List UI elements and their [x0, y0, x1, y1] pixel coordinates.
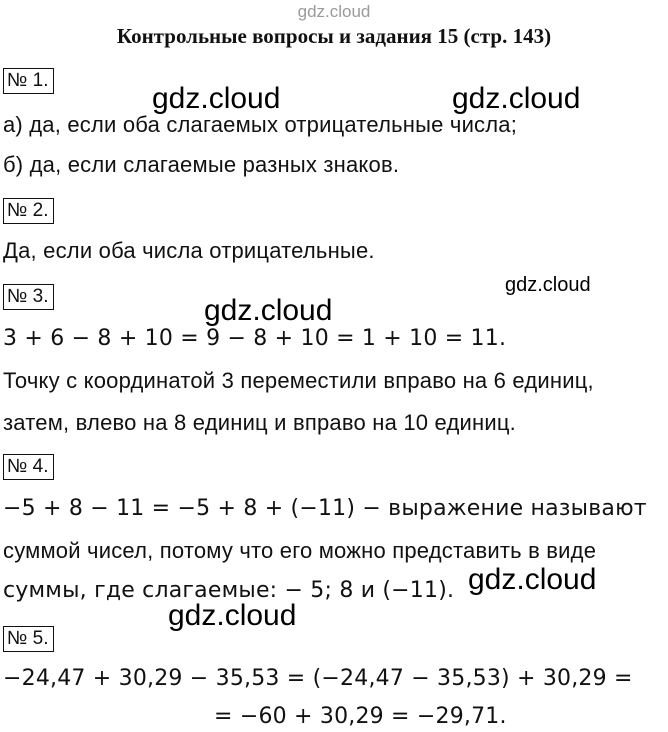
task-5-equation-line-2: = −60 + 30,29 = −29,71.	[214, 704, 507, 729]
task-4-line-3: суммы, где слагаемые: − 5; 8 и (−11).	[3, 578, 455, 603]
page-title: Контрольные вопросы и задания 15 (стр. 143)	[116, 24, 552, 48]
watermark: gdz.cloud	[204, 294, 333, 327]
task-5-number-box: № 5.	[3, 626, 54, 652]
task-1-line-2: б) да, если слагаемые разных знаков.	[3, 152, 400, 177]
watermark-top: gdz.cloud	[297, 2, 371, 21]
watermark: gdz.cloud	[452, 82, 581, 115]
task-3-line-2: Точку с координатой 3 переместили вправо на 6 единиц,	[3, 368, 594, 393]
task-3-line-3: затем, влево на 8 единиц и вправо на 10 единиц.	[3, 410, 516, 435]
watermark: gdz.cloud	[505, 274, 591, 296]
task-5-equation-line-1: −24,47 + 30,29 − 35,53 = (−24,47 − 35,53) + 30,29 =	[3, 666, 633, 691]
watermark: gdz.cloud	[152, 82, 281, 115]
task-4-equation: −5 + 8 − 11 = −5 + 8 + (−11) − выражение называют	[3, 496, 647, 521]
task-4-line-2: суммой чисел, потому что его можно представить в виде	[3, 538, 597, 563]
task-3-equation: 3 + 6 − 8 + 10 = 9 − 8 + 10 = 1 + 10 = 11.	[3, 326, 507, 351]
task-4-number-box: № 4.	[3, 454, 54, 480]
task-1-number-box: № 1.	[3, 68, 54, 94]
task-2-number-box: № 2.	[3, 198, 54, 224]
task-3-number-box: № 3.	[3, 284, 54, 310]
task-2-line-1: Да, если оба числа отрицательные.	[3, 238, 375, 263]
task-1-line-1: а) да, если оба слагаемых отрицательные числа;	[3, 112, 518, 137]
watermark: gdz.cloud	[168, 599, 297, 632]
watermark: gdz.cloud	[468, 563, 597, 596]
